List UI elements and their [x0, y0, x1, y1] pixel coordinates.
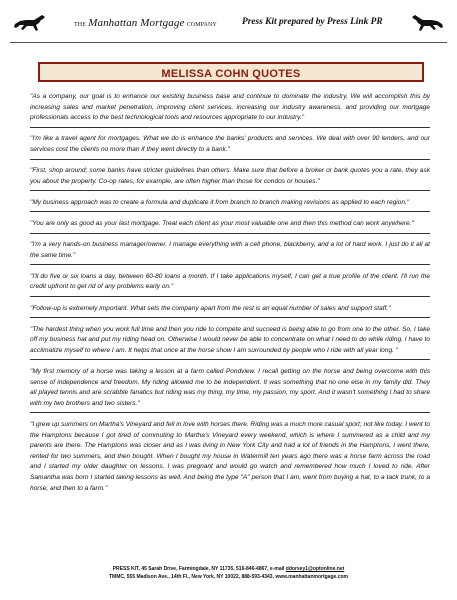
company-brand — [74, 17, 217, 29]
quotes-list — [30, 92, 430, 501]
quote-item: "My first memory of a horse was taking a lesson at a farm called Pondview. I recall getting on the horse and being overcome with this sense of independence and freedom. My riding allowed me to be independent. It was something that no one else in my family did. They all played tennis and are scrabble fanatics but riding was my thing, my time, my passion, my sport. And it wasn't something I had to share with my two brothers and two sisters." — [30, 367, 430, 413]
footer-line-1 — [0, 565, 457, 573]
horse-logo-icon — [409, 12, 445, 34]
quote-item: "The hardest thing when you work full time and then you ride to compete and succeed is being able to go from one to the other. So, I take off my business hat and put my riding head on. Otherwise I would never be able to concentrate on what I need to do while riding. I have to acclimatize myself to where I am. It helps that once at the horse show I am surrounded by people who I ride with all year long. " — [30, 325, 430, 361]
brand-name: Manhattan Mortgage — [88, 17, 185, 29]
footer-line-2: TMMC, 555 Madison Ave., 14th Fl., New York, NY 10022, 888-593-4343, www.manhattanmortgage.com — [109, 574, 348, 580]
brand-company: COMPANY — [186, 22, 217, 28]
quote-item: "As a company, our goal is to enhance our existing business base and continue to dominate the industry. We will accomplish this by increasing sales and market penetration, improving client services, increasing our industry awareness, and providing our mortgage professionals access to the best technological tools and resources appropriate to our industry." — [30, 92, 430, 128]
title-banner — [38, 62, 424, 82]
footer-email-link[interactable]: ddorsey1@optonline.net — [285, 566, 345, 572]
horse-logo-icon — [12, 12, 48, 34]
quote-item: "I grew up summers on Martha's Vineyard and fell in love with horses there. Riding was a much more casual sport; not like today. I went to the Hamptons because I got tired of commuting to Martha's Vineyard every weekend, which is where I summered as a child and my parents are there. The Hamptons was closer and as I was living in New York City and had a lot of friends in the Hamptons, I went there, rented for two summers, and then bought. When I bought my house in Watermill ten years ago there was a horse farm across the road and I started my older daughter on lessons. I was pregnant and would go watch and remembered how much I loved to ride. After Samantha was born I started taking lessons as well. And being the type "A" person that I am, went from buying a hat, to a tack trunk, to a horse, and then to a farm." — [30, 420, 430, 492]
page-header — [10, 8, 447, 43]
page-footer — [0, 565, 457, 581]
brand-the: THE — [74, 22, 86, 28]
quote-item: "I'm a very hands-on business manager/owner. I manage everything with a cell phone, blackberry, and a lot of hard work. I just do it all at the same time." — [30, 240, 430, 265]
quote-item: "First, shop around; some banks have stricter guidelines than others. Make sure that before a broker or bank quotes you a rate, they ask you about the property. Co-op rates, for example, are often higher than those for condos or houses." — [30, 166, 430, 191]
quote-item: "You are only as good as your last mortgage. Treat each client as your most valuable one and then this method can work anywhere." — [30, 219, 430, 234]
quote-item: "I'm like a travel agent for mortgages. What we do is enhance the banks' products and services. We deal with over 90 lenders, and our services cost the clients no more than if they went directly to a bank." — [30, 134, 430, 159]
page-title: MELISSA COHN QUOTES — [161, 68, 301, 80]
quote-item: "Follow-up is extremely important. What sets the company apart from the rest is an equal number of sales and support staff." — [30, 304, 430, 319]
press-kit-label: Press Kit prepared by Press Link PR — [242, 17, 383, 27]
quote-item: "I'll do five or six loans a day, between 60-80 loans a month. If I take applications myself, I can get a true profile of the client. I'll run the credit upfront to get rid of any problems early on." — [30, 272, 430, 297]
footer-address: PRESS KIT, 45 Sarah Drive, Farmingdale, NY 11735, 516-846-4867, e-mail — [112, 566, 285, 572]
quote-item: "My business approach was to create a formula and duplicate it from branch to branch making revisions as applied to each region." — [30, 198, 430, 213]
